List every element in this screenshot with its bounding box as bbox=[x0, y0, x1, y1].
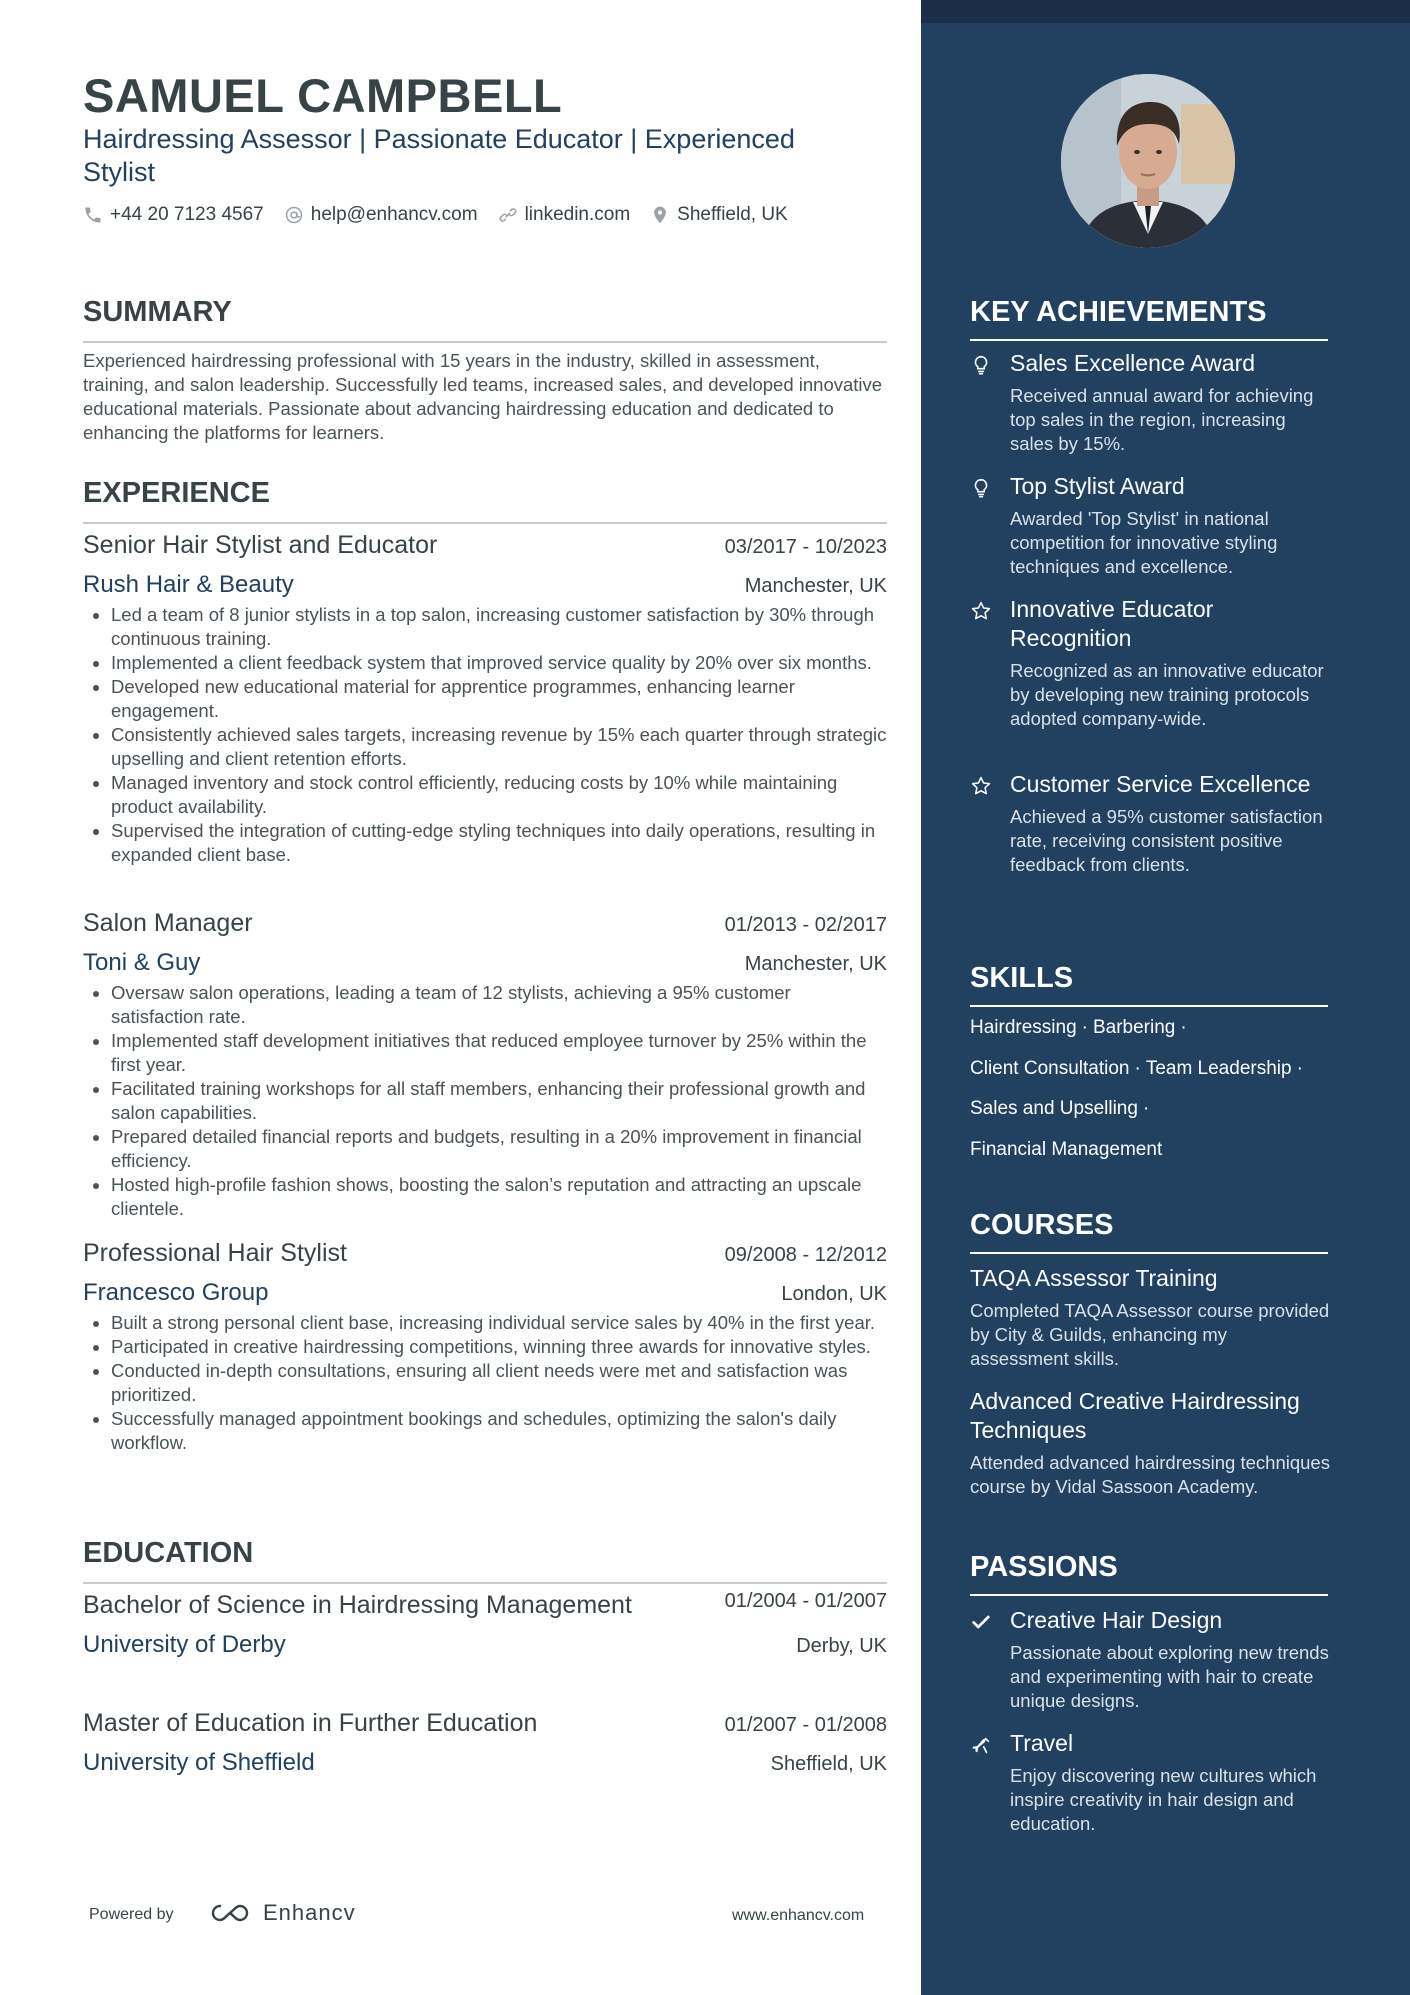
job-dates: 01/2013 - 02/2017 bbox=[724, 914, 887, 936]
job-bullet: • Conducted in-depth consultations, ensuring all client needs were met and satisfaction was prioritized. bbox=[111, 1359, 887, 1407]
summary-text: Experienced hairdressing professional with 15 years in the industry, skilled in assessment, training, and salon leadership. Successfully led teams, increased sales, and developed innovative educational materials. Passionate about advancing hairdressing education and dedicated to enhancing the platforms for learners. bbox=[83, 350, 883, 443]
skill-item: Client Consultation bbox=[970, 1057, 1130, 1079]
passion-item bbox=[970, 1606, 1330, 1713]
education-heading: EDUCATION bbox=[83, 1536, 887, 1584]
job-location: London, UK bbox=[781, 1283, 887, 1305]
summary-heading: SUMMARY bbox=[83, 295, 887, 343]
footer-url[interactable]: www.enhancv.com bbox=[732, 1907, 865, 1924]
job-bullet: • Oversaw salon operations, leading a team of 12 stylists, achieving a 95% customer satisfaction rate. bbox=[111, 981, 887, 1029]
achievement-desc: Achieved a 95% customer satisfaction rate, receiving consistent positive feedback from clients. bbox=[1010, 806, 1323, 875]
school-location: Sheffield, UK bbox=[770, 1753, 887, 1775]
passions-heading: PASSIONS bbox=[970, 1550, 1328, 1596]
course-desc: Attended advanced hairdressing techniques course by Vidal Sassoon Academy. bbox=[970, 1452, 1330, 1497]
achievement-title: Top Stylist Award bbox=[1010, 473, 1185, 499]
job-bullet: • Prepared detailed financial reports and budgets, resulting in a 20% improvement in financial efficiency. bbox=[111, 1125, 887, 1173]
job-role: Professional Hair Stylist bbox=[83, 1239, 347, 1267]
job-bullet: • Implemented a client feedback system that improved service quality by 20% over six months. bbox=[111, 651, 887, 675]
achievement-item bbox=[970, 349, 1330, 456]
passion-item bbox=[970, 1729, 1330, 1836]
job-role: Senior Hair Stylist and Educator bbox=[83, 531, 438, 559]
portrait-illustration bbox=[1061, 74, 1235, 248]
experience-heading: EXPERIENCE bbox=[83, 476, 887, 524]
job-bullet: • Built a strong personal client base, increasing individual service sales by 40% in the first year. bbox=[111, 1311, 887, 1335]
phone-text: +44 20 7123 4567 bbox=[110, 204, 264, 225]
achievement-title: Sales Excellence Award bbox=[1010, 350, 1256, 376]
job-bullet: • Supervised the integration of cutting-edge styling techniques into daily operations, resulting in expanded client base. bbox=[111, 819, 887, 867]
achievement-item bbox=[970, 595, 1330, 731]
job-company: Toni & Guy bbox=[83, 949, 201, 976]
skill-item: Hairdressing bbox=[970, 1017, 1077, 1038]
skill-item: Financial Management bbox=[970, 1138, 1163, 1160]
job-bullet: • Participated in creative hairdressing competitions, winning three awards for innovative styles. bbox=[111, 1335, 887, 1359]
job-company: Rush Hair & Beauty bbox=[83, 571, 294, 598]
skill-item: Sales and Upselling bbox=[970, 1098, 1138, 1119]
job-bullet: • Facilitated training workshops for all staff members, enhancing their professional growth and salon capabilities. bbox=[111, 1077, 887, 1125]
achievement-desc: Recognized as an innovative educator by developing new training protocols adopted company-wide. bbox=[1010, 660, 1324, 729]
lightbulb-icon bbox=[970, 354, 992, 376]
passion-desc: Enjoy discovering new cultures which inspire creativity in hair design and education. bbox=[1010, 1765, 1317, 1834]
job-dates: 03/2017 - 10/2023 bbox=[724, 536, 887, 558]
job-bullet: • Led a team of 8 junior stylists in a top salon, increasing customer satisfaction by 30% through continuous training. bbox=[111, 603, 887, 651]
phone-icon bbox=[83, 205, 103, 225]
achievement-item bbox=[970, 472, 1330, 579]
experience-item bbox=[83, 530, 887, 867]
location-pin-icon bbox=[650, 205, 670, 225]
powered-by-label: Powered by bbox=[89, 1906, 174, 1923]
job-bullet: • Successfully managed appointment bookings and schedules, optimizing the salon's daily workflow. bbox=[111, 1407, 887, 1455]
link-icon bbox=[498, 205, 518, 225]
skills-heading: SKILLS bbox=[970, 961, 1328, 1007]
star-icon bbox=[970, 775, 992, 797]
degree-title: Bachelor of Science in Hairdressing Management bbox=[83, 1591, 632, 1619]
enhancv-logo[interactable] bbox=[207, 1900, 356, 1926]
job-company: Francesco Group bbox=[83, 1279, 269, 1306]
enhancv-logo-icon bbox=[207, 1901, 253, 1925]
achievement-title: Innovative Educator Recognition bbox=[1010, 596, 1214, 651]
skill-item: Team Leadership bbox=[1145, 1057, 1292, 1079]
job-location: Manchester, UK bbox=[744, 575, 887, 597]
at-sign-icon bbox=[284, 205, 304, 225]
enhancv-brand-text: Enhancv bbox=[263, 1900, 356, 1925]
achievement-title: Customer Service Excellence bbox=[1010, 771, 1311, 797]
sidebar-top-strip bbox=[921, 0, 1410, 23]
job-bullets bbox=[83, 981, 887, 1221]
contact-location bbox=[650, 204, 788, 226]
email-link[interactable]: help@enhancv.com bbox=[310, 204, 478, 225]
lightbulb-icon bbox=[970, 477, 992, 499]
job-role: Salon Manager bbox=[83, 909, 253, 937]
school-name: University of Derby bbox=[83, 1631, 286, 1658]
school-name: University of Sheffield bbox=[83, 1749, 315, 1776]
job-bullet: • Managed inventory and stock control efficiently, reducing costs by 10% while maintaining product availability. bbox=[111, 771, 887, 819]
checkmark-icon bbox=[970, 1611, 992, 1633]
achievement-desc: Received annual award for achieving top sales in the region, increasing sales by 15%. bbox=[1010, 385, 1314, 454]
skills-list: Hairdressing · Barbering · Client Consultation · Team Leadership · Sales and Upselling · Financial Management bbox=[970, 1017, 1303, 1160]
job-bullets bbox=[83, 1311, 887, 1455]
school-location: Derby, UK bbox=[796, 1635, 887, 1657]
plane-icon bbox=[970, 1734, 992, 1756]
passion-title: Creative Hair Design bbox=[1010, 1607, 1223, 1633]
skill-item: Barbering bbox=[1092, 1017, 1176, 1038]
job-bullet: • Developed new educational material for apprentice programmes, enhancing learner engagement. bbox=[111, 675, 887, 723]
degree-dates: 01/2007 - 01/2008 bbox=[724, 1714, 887, 1736]
passion-title: Travel bbox=[1010, 1730, 1074, 1756]
job-dates: 09/2008 - 12/2012 bbox=[724, 1244, 887, 1266]
location-text: Sheffield, UK bbox=[677, 204, 788, 225]
headline: Hairdressing Assessor | Passionate Educator | Experienced Stylist bbox=[83, 124, 795, 187]
education-item bbox=[83, 1708, 887, 1778]
course-item bbox=[970, 1387, 1330, 1499]
contact-linkedin[interactable] bbox=[498, 204, 631, 226]
experience-item bbox=[83, 908, 887, 1221]
achievements-heading: KEY ACHIEVEMENTS bbox=[970, 295, 1328, 341]
star-icon bbox=[970, 600, 992, 622]
achievement-item bbox=[970, 770, 1330, 877]
contact-phone bbox=[83, 204, 264, 226]
achievement-desc: Awarded 'Top Stylist' in national competition for innovative styling techniques and excellence. bbox=[1010, 508, 1278, 577]
linkedin-link[interactable]: linkedin.com bbox=[524, 204, 631, 225]
course-title: TAQA Assessor Training bbox=[970, 1265, 1218, 1291]
course-title: Advanced Creative Hairdressing Techniques bbox=[970, 1388, 1300, 1443]
course-item bbox=[970, 1264, 1330, 1371]
job-location: Manchester, UK bbox=[744, 953, 887, 975]
job-bullet: • Consistently achieved sales targets, increasing revenue by 15% each quarter through strategic upselling and client retention efforts. bbox=[111, 723, 887, 771]
degree-title: Master of Education in Further Education bbox=[83, 1709, 538, 1737]
contact-bar bbox=[83, 204, 808, 226]
degree-dates: 01/2004 - 01/2007 bbox=[724, 1590, 887, 1612]
contact-email[interactable] bbox=[284, 204, 478, 226]
job-bullet: • Implemented staff development initiatives that reduced employee turnover by 25% within the first year. bbox=[111, 1029, 887, 1077]
passion-desc: Passionate about exploring new trends and experimenting with hair to create unique designs. bbox=[1010, 1642, 1329, 1711]
courses-heading: COURSES bbox=[970, 1208, 1328, 1254]
course-desc: Completed TAQA Assessor course provided by City & Guilds, enhancing my assessment skills. bbox=[970, 1300, 1330, 1369]
job-bullets bbox=[83, 603, 887, 867]
job-bullet: • Hosted high-profile fashion shows, boosting the salon’s reputation and attracting an upscale clientele. bbox=[111, 1173, 887, 1221]
profile-photo bbox=[1061, 74, 1235, 248]
experience-item bbox=[83, 1238, 887, 1455]
candidate-name: SAMUEL CAMPBELL bbox=[83, 69, 563, 122]
education-item bbox=[83, 1590, 887, 1660]
